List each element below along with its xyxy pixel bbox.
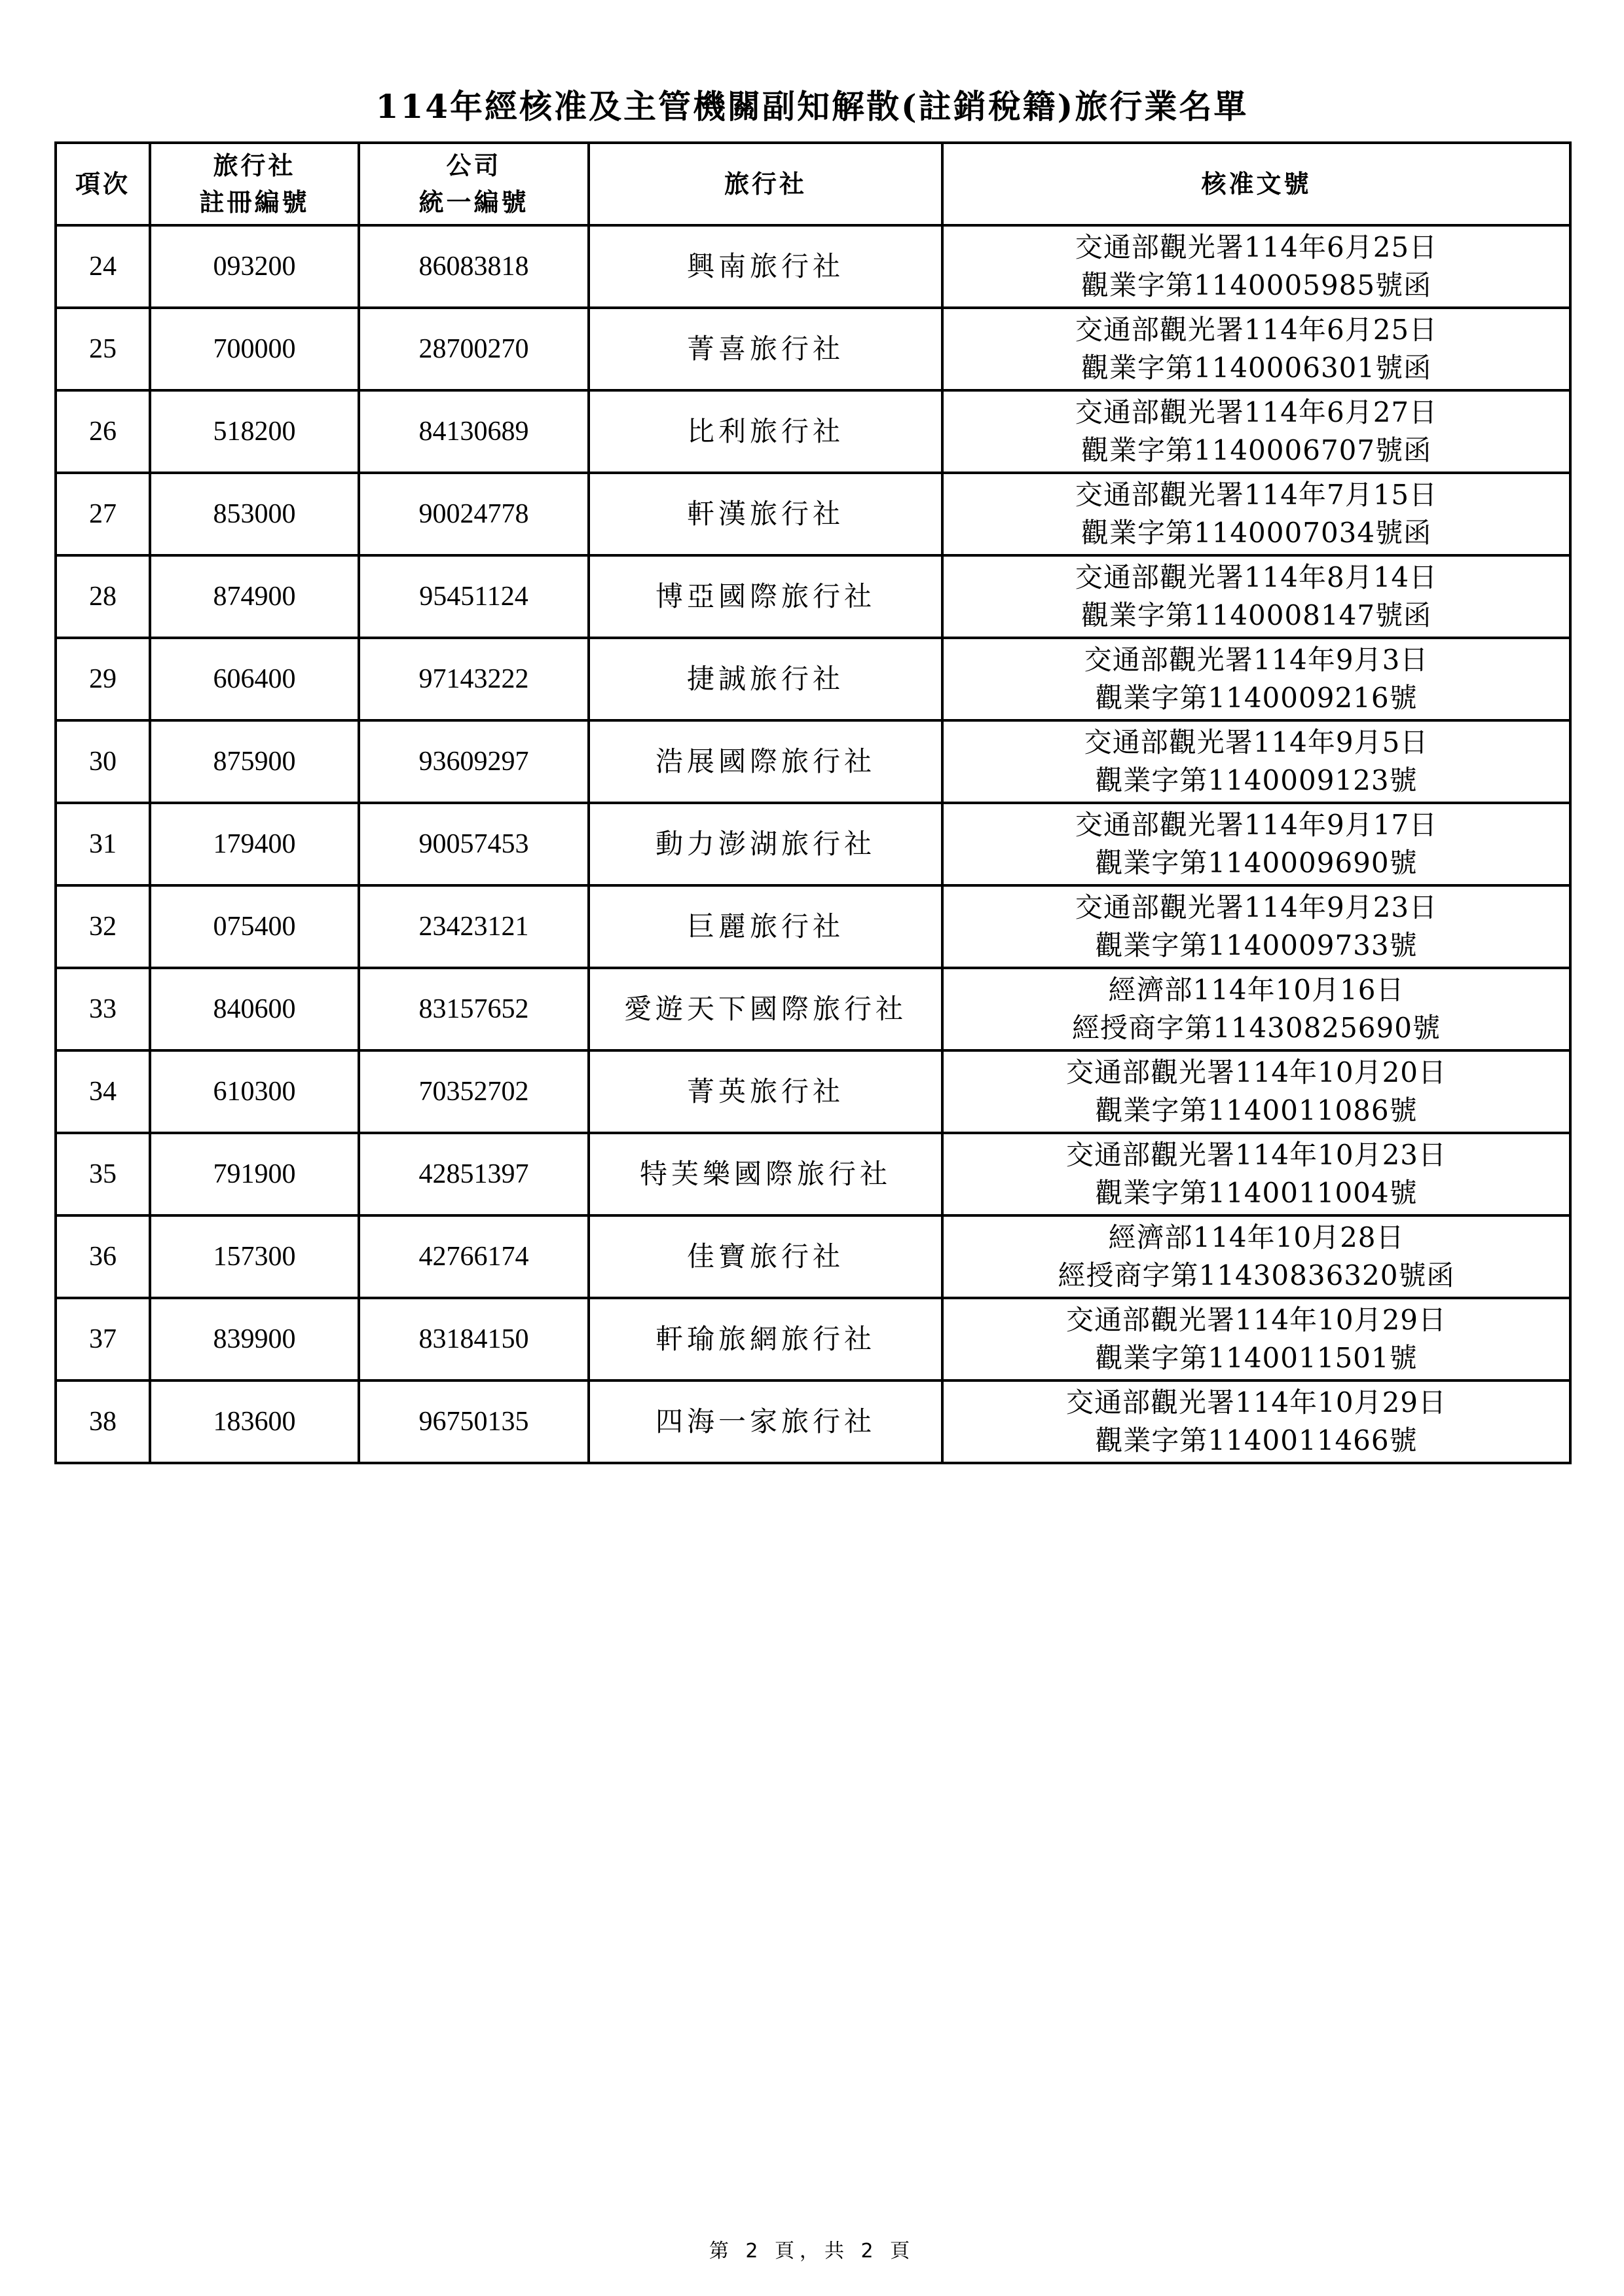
cell-tax-id-text: 42766174 [418,1242,529,1272]
cell-approval-document-text: 觀業字第1140009690號 [1095,847,1418,879]
cell-tax-id [359,720,589,803]
cell-approval-document-text: 觀業字第1140009216號 [1095,682,1418,714]
table-row [56,225,1570,308]
header-label-line1: 旅行社 [213,151,296,180]
document-title: 114年經核准及主管機關副知解散(註銷稅籍)旅行業名單 [375,87,1249,126]
cell-tax-id [359,1380,589,1463]
cell-tax-id-text: 70352702 [418,1077,529,1107]
cell-registration-number-text: 093200 [213,251,296,282]
cell-approval-document [942,803,1570,885]
table-row [56,308,1570,390]
cell-agency-name [589,885,942,968]
cell-registration-number [150,638,359,720]
table-row [56,720,1570,803]
table-row [56,390,1570,473]
cell-registration-number [150,555,359,638]
cell-approval-document-text: 交通部觀光署114年7月15日 [1075,479,1438,511]
cell-approval-document-text: 交通部觀光署114年9月5日 [1084,726,1429,758]
cell-agency-name [589,1215,942,1298]
cell-approval-document [942,225,1570,308]
cell-approval-document-text: 觀業字第1140011501號 [1095,1342,1418,1374]
cell-item-no-text: 33 [89,994,117,1024]
cell-approval-document-text: 交通部觀光署114年10月23日 [1065,1139,1447,1171]
cell-approval-document [942,1298,1570,1380]
cell-registration-number-text: 610300 [213,1077,296,1107]
cell-registration-number-text: 839900 [213,1324,296,1354]
header-registration-number [150,143,359,225]
cell-tax-id-text: 95451124 [419,582,528,612]
cell-agency-name-text: 捷誠旅行社 [686,663,844,695]
cell-approval-document [942,1215,1570,1298]
cell-approval-document-text: 交通部觀光署114年9月17日 [1075,809,1438,841]
cell-item-no [56,968,150,1050]
cell-agency-name-text: 軒漢旅行社 [686,498,844,530]
cell-item-no-text: 30 [89,747,117,777]
cell-approval-document [942,1133,1570,1215]
cell-item-no [56,803,150,885]
cell-approval-document [942,1380,1570,1463]
cell-approval-document-text: 交通部觀光署114年6月27日 [1075,396,1438,428]
cell-tax-id [359,555,589,638]
table-row [56,1215,1570,1298]
cell-registration-number [150,390,359,473]
cell-tax-id-text: 90024778 [418,499,529,529]
cell-registration-number [150,1133,359,1215]
cell-agency-name-text: 四海一家旅行社 [655,1405,876,1437]
cell-tax-id [359,308,589,390]
cell-approval-document-text: 觀業字第1140007034號函 [1080,517,1432,549]
cell-tax-id-text: 93609297 [418,747,529,777]
cell-item-no-text: 31 [89,829,117,859]
cell-item-no [56,1215,150,1298]
cell-tax-id [359,638,589,720]
cell-item-no [56,308,150,390]
cell-approval-document-text: 交通部觀光署114年8月14日 [1075,561,1438,593]
cell-approval-document-text: 交通部觀光署114年9月3日 [1084,644,1429,676]
cell-item-no [56,390,150,473]
page-number: 第 2 頁，共 2 頁 [709,2240,915,2263]
cell-approval-document-text: 經濟部114年10月28日 [1108,1221,1405,1253]
cell-registration-number [150,1380,359,1463]
cell-approval-document-text: 觀業字第1140008147號函 [1080,599,1432,631]
cell-agency-name [589,968,942,1050]
cell-registration-number [150,968,359,1050]
cell-approval-document [942,473,1570,555]
cell-item-no [56,1380,150,1463]
cell-approval-document-text: 交通部觀光署114年6月25日 [1075,314,1438,346]
cell-approval-document [942,885,1570,968]
cell-tax-id [359,1298,589,1380]
cell-approval-document-text: 經授商字第11430825690號 [1072,1012,1441,1044]
cell-registration-number-text: 075400 [213,912,296,942]
cell-approval-document-text: 交通部觀光署114年6月25日 [1075,231,1438,263]
cell-item-no [56,473,150,555]
header-label-line2: 統一編號 [418,187,529,217]
cell-item-no-text: 34 [89,1077,117,1107]
cell-agency-name-text: 動力澎湖旅行社 [655,828,876,860]
cell-agency-name [589,638,942,720]
cell-registration-number-text: 518200 [213,417,296,447]
cell-registration-number-text: 700000 [213,334,296,364]
cell-registration-number [150,1050,359,1133]
cell-approval-document-text: 經濟部114年10月16日 [1108,974,1405,1006]
cell-item-no-text: 32 [89,912,117,942]
table-row [56,1133,1570,1215]
cell-registration-number [150,308,359,390]
cell-tax-id [359,473,589,555]
cell-item-no-text: 25 [89,334,117,364]
cell-agency-name [589,225,942,308]
header-label-line2: 註冊編號 [199,187,310,217]
cell-item-no-text: 37 [89,1324,117,1354]
cell-registration-number [150,720,359,803]
header-tax-id [359,143,589,225]
cell-agency-name [589,1380,942,1463]
cell-item-no [56,1298,150,1380]
cell-approval-document-text: 經授商字第11430836320號函 [1058,1259,1455,1291]
cell-item-no [56,555,150,638]
cell-registration-number-text: 840600 [213,994,296,1024]
cell-approval-document-text: 觀業字第1140011466號 [1095,1424,1418,1456]
cell-agency-name-text: 浩展國際旅行社 [655,745,876,777]
cell-agency-name-text: 巨麗旅行社 [686,910,844,942]
cell-approval-document [942,555,1570,638]
cell-registration-number-text: 606400 [213,664,296,694]
cell-approval-document-text: 觀業字第1140011004號 [1095,1177,1418,1209]
cell-item-no-text: 38 [89,1407,117,1437]
cell-registration-number-text: 874900 [213,582,296,612]
cell-approval-document [942,1050,1570,1133]
cell-item-no-text: 27 [89,499,117,529]
header-label: 旅行社 [724,169,807,198]
cell-registration-number-text: 875900 [213,747,296,777]
cell-approval-document-text: 交通部觀光署114年9月23日 [1075,891,1438,923]
cell-approval-document [942,308,1570,390]
cell-item-no [56,1050,150,1133]
cell-agency-name-text: 菁英旅行社 [686,1075,844,1107]
cell-agency-name [589,473,942,555]
cell-tax-id [359,390,589,473]
cell-registration-number [150,803,359,885]
table-header-row [56,143,1570,225]
cell-approval-document-text: 交通部觀光署114年10月29日 [1065,1386,1447,1418]
cell-tax-id [359,1133,589,1215]
cell-item-no-text: 26 [89,417,117,447]
cell-agency-name [589,555,942,638]
cell-tax-id [359,885,589,968]
cell-registration-number [150,1298,359,1380]
cell-item-no-text: 36 [89,1242,117,1272]
cell-approval-document-text: 觀業字第1140011086號 [1095,1094,1418,1126]
cell-tax-id-text: 86083818 [418,251,529,282]
cell-agency-name-text: 特芙樂國際旅行社 [639,1158,891,1190]
cell-approval-document-text: 觀業字第1140006301號函 [1080,352,1432,384]
header-label: 核准文號 [1201,169,1312,198]
cell-agency-name-text: 比利旅行社 [686,415,844,447]
cell-agency-name-text: 軒瑜旅網旅行社 [655,1323,876,1355]
cell-registration-number [150,1215,359,1298]
cell-tax-id-text: 96750135 [418,1407,529,1437]
cell-approval-document [942,390,1570,473]
cell-approval-document-text: 交通部觀光署114年10月29日 [1065,1304,1447,1336]
cell-agency-name-text: 愛遊天下國際旅行社 [623,993,907,1025]
cell-item-no [56,638,150,720]
cell-tax-id-text: 23423121 [418,912,529,942]
cell-item-no [56,885,150,968]
table-row [56,803,1570,885]
cell-item-no-text: 24 [89,251,117,282]
table-row [56,1050,1570,1133]
cell-registration-number-text: 179400 [213,829,296,859]
cell-approval-document-text: 觀業字第1140005985號函 [1080,269,1432,301]
cell-item-no [56,225,150,308]
cell-item-no [56,720,150,803]
cell-tax-id [359,1050,589,1133]
cell-item-no [56,1133,150,1215]
cell-registration-number [150,225,359,308]
cell-approval-document [942,638,1570,720]
cell-approval-document [942,720,1570,803]
cell-agency-name-text: 博亞國際旅行社 [655,580,876,612]
cell-tax-id-text: 83157652 [418,994,529,1024]
cell-approval-document-text: 觀業字第1140009733號 [1095,929,1418,961]
cell-tax-id [359,968,589,1050]
cell-tax-id-text: 83184150 [418,1324,529,1354]
header-agency-name [589,143,942,225]
cell-tax-id-text: 28700270 [418,334,529,364]
header-approval-document [942,143,1570,225]
cell-tax-id-text: 90057453 [418,829,529,859]
cell-approval-document [942,968,1570,1050]
cell-approval-document-text: 觀業字第1140006707號函 [1080,434,1432,466]
cell-tax-id-text: 97143222 [418,664,529,694]
cell-approval-document-text: 觀業字第1140009123號 [1095,764,1418,796]
cell-agency-name [589,720,942,803]
table-row [56,968,1570,1050]
cell-agency-name-text: 興南旅行社 [686,250,844,282]
cell-tax-id-text: 84130689 [418,417,529,447]
header-label-line1: 公司 [446,151,502,180]
table-row [56,555,1570,638]
cell-agency-name [589,308,942,390]
cell-agency-name [589,1050,942,1133]
cell-agency-name [589,1298,942,1380]
cell-approval-document-text: 交通部觀光署114年10月20日 [1065,1056,1447,1088]
cell-agency-name [589,803,942,885]
cell-registration-number [150,885,359,968]
cell-agency-name [589,390,942,473]
cell-registration-number-text: 183600 [213,1407,296,1437]
table-row [56,638,1570,720]
cell-tax-id [359,225,589,308]
table-row [56,885,1570,968]
cell-registration-number-text: 791900 [213,1159,296,1189]
header-label: 項次 [75,169,130,198]
cell-agency-name [589,1133,942,1215]
table-row [56,1380,1570,1463]
cell-item-no-text: 35 [89,1159,117,1189]
cell-tax-id [359,803,589,885]
dissolved-agencies-table [54,141,1572,1464]
cell-agency-name-text: 菁喜旅行社 [686,333,844,365]
cell-item-no-text: 29 [89,664,117,694]
cell-registration-number [150,473,359,555]
table-row [56,1298,1570,1380]
cell-tax-id [359,1215,589,1298]
header-item-no [56,143,150,225]
cell-registration-number-text: 853000 [213,499,296,529]
cell-registration-number-text: 157300 [213,1242,296,1272]
table-row [56,473,1570,555]
cell-agency-name-text: 佳寶旅行社 [686,1240,844,1272]
cell-item-no-text: 28 [89,582,117,612]
cell-tax-id-text: 42851397 [418,1159,529,1189]
